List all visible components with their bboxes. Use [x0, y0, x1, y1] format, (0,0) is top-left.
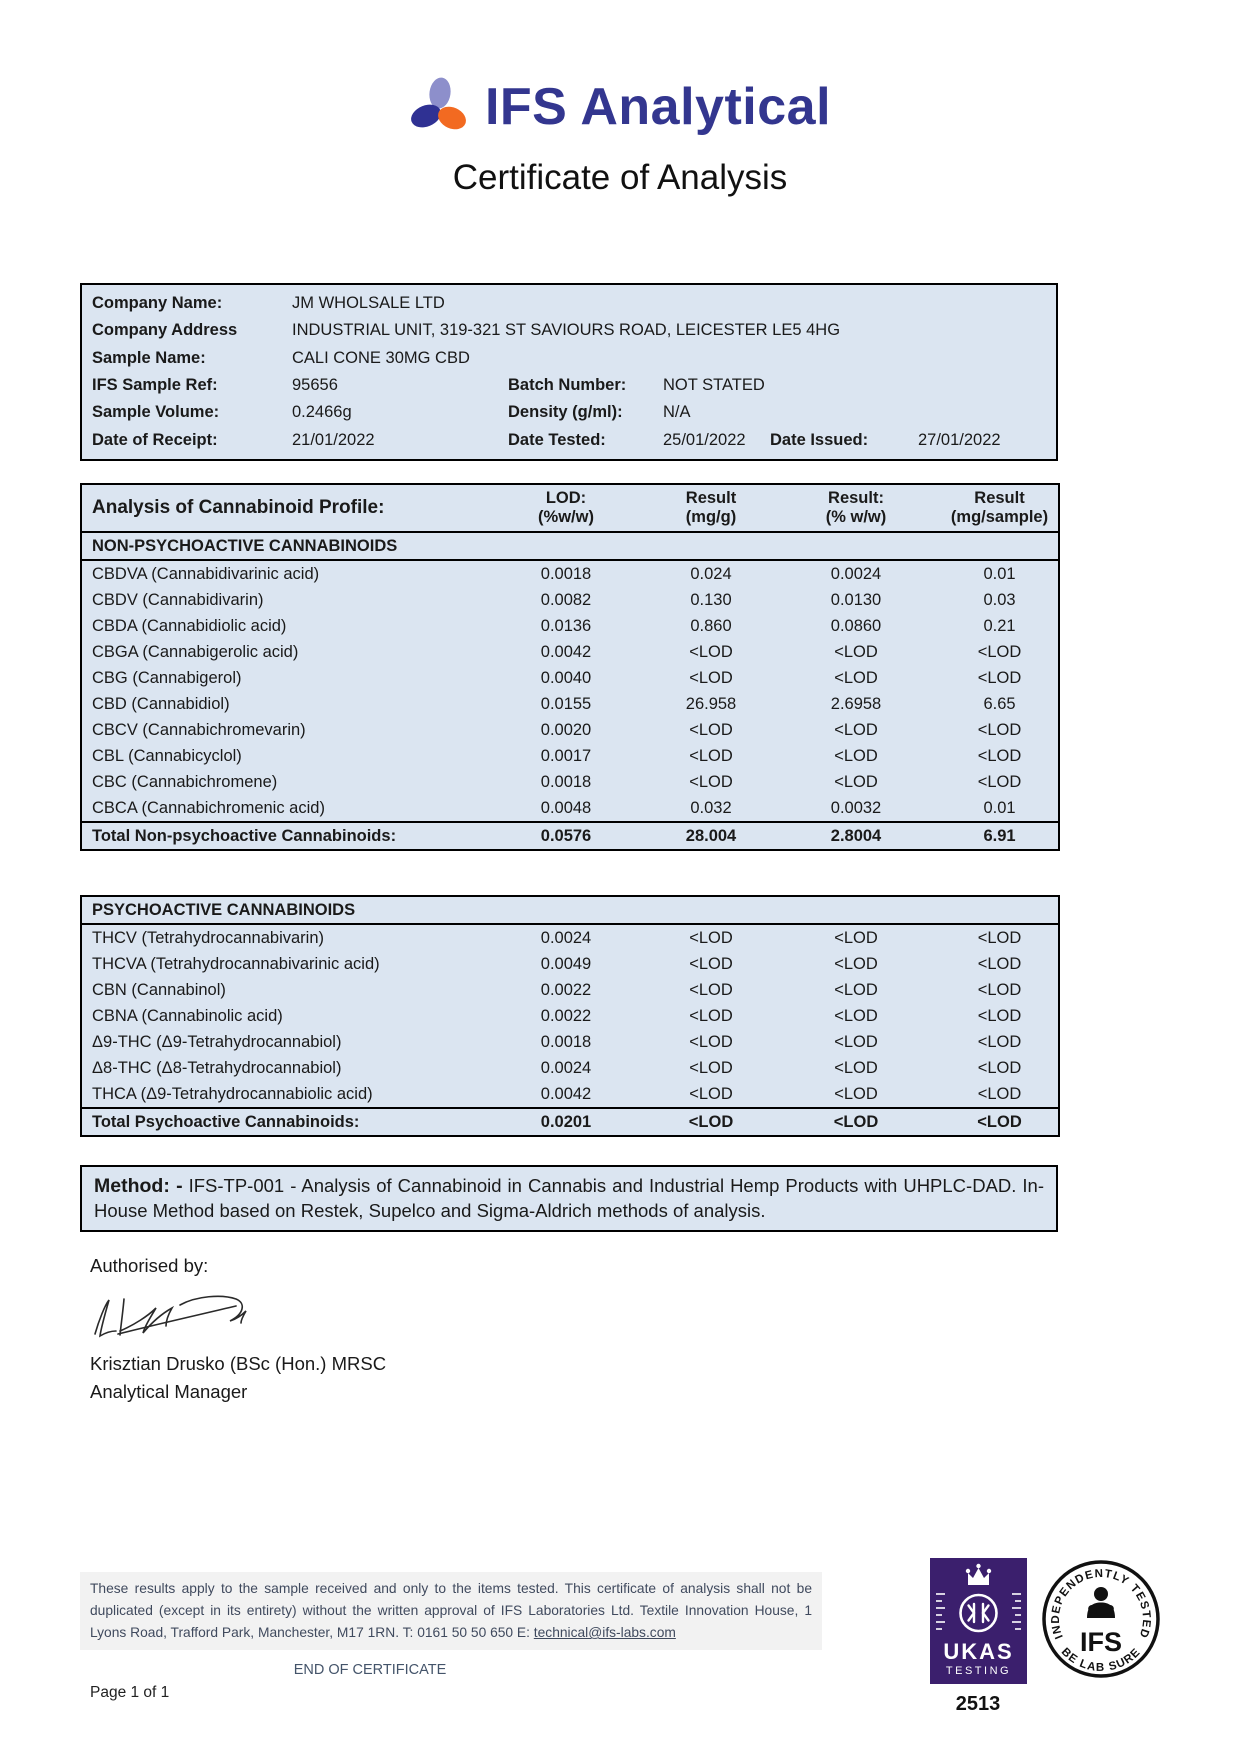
table-row [81, 717, 1059, 743]
table-row [81, 613, 1059, 639]
analyte-value: 0.0860 [830, 616, 882, 635]
section-header-non-psychoactive [81, 532, 1059, 560]
info-row-sample-volume [82, 399, 1056, 426]
analyte-value: <LOD [977, 746, 1022, 765]
info-value-sample-ref: 95656 [292, 376, 338, 395]
col-header-mg-g-line2: (mg/g) [685, 508, 737, 526]
info-label-sample-name: Sample Name: [92, 348, 206, 367]
analyte-name: CBG (Cannabigerol) [92, 668, 242, 687]
ifs-stamp [1040, 1558, 1162, 1685]
table-row [81, 977, 1059, 1003]
analyte-value: 0.0020 [540, 720, 592, 739]
analyte-name: CBDVA (Cannabidivarinic acid) [92, 564, 320, 583]
analyte-name: Δ9-THC (Δ9-Tetrahydrocannabiol) [92, 1032, 342, 1051]
analyte-value: 0.01 [983, 798, 1016, 817]
analyte-value: <LOD [771, 1108, 941, 1136]
analyte-value: <LOD [834, 1006, 878, 1025]
table-row [81, 1055, 1059, 1081]
analyte-value: 0.860 [690, 616, 732, 635]
analyte-value: <LOD [977, 954, 1022, 973]
section-header-psychoactive [81, 896, 1059, 924]
analyte-value: <LOD [977, 928, 1022, 947]
analyte-value: 0.0136 [540, 616, 592, 635]
info-label-sample-ref: IFS Sample Ref: [92, 376, 218, 395]
analyte-value: 0.0048 [540, 798, 592, 817]
signature-icon [88, 1288, 268, 1350]
analyte-value: <LOD [689, 980, 733, 999]
info-row-sample-ref [82, 372, 1056, 399]
analyte-value: 0.032 [690, 798, 732, 817]
disclaimer-text [80, 1572, 822, 1650]
disclaimer-body: These results apply to the sample received and only to the items tested. This certificate of analysis shall not be duplicated (except in its entirety) without the written approval of IFS Laboratories Ltd. Textile Innovation House, 1 Lyons Road, Trafford Park, Manchester, M17 1RN. T: 0161 50 50 650 E: [90, 1581, 812, 1641]
authoriser-role: Analytical Manager [90, 1380, 248, 1402]
analyte-value: <LOD [689, 668, 733, 687]
analyte-name: CBD (Cannabidiol) [92, 694, 230, 713]
authoriser-block [90, 1350, 386, 1406]
analyte-value: 0.21 [983, 616, 1016, 635]
info-row-company-name [82, 290, 1056, 317]
method-label: Method: - [94, 1175, 183, 1197]
analyte-value: 0.0018 [540, 564, 592, 583]
col-header-mg-g-line1: Result [685, 489, 737, 507]
info-value-date-issued: 27/01/2022 [918, 430, 1001, 449]
end-of-certificate: END OF CERTIFICATE [293, 1662, 447, 1678]
table-row [81, 924, 1059, 951]
analyte-value: 0.0155 [540, 694, 592, 713]
info-label-company-name: Company Name: [92, 294, 223, 313]
analyte-value: <LOD [834, 746, 878, 765]
psychoactive-table [80, 895, 1060, 1137]
analyte-value: 0.0032 [830, 798, 882, 817]
section-title: PSYCHOACTIVE CANNABINOIDS [81, 896, 1059, 924]
col-header-pct-ww-line1: Result: [828, 489, 884, 507]
analyte-value: <LOD [977, 772, 1022, 791]
analyte-value: 0.0018 [540, 772, 592, 791]
info-value-date-receipt: 21/01/2022 [292, 430, 375, 449]
logo-mark-icon [409, 76, 473, 138]
analyte-value: <LOD [977, 1084, 1022, 1103]
analyte-name: THCA (Δ9-Tetrahydrocannabiolic acid) [92, 1084, 373, 1103]
info-label-date-tested: Date Tested: [508, 430, 606, 449]
analyte-value: 6.91 [941, 822, 1059, 850]
company-logo [0, 76, 1240, 138]
col-header-pct-ww-line2: (% w/w) [825, 508, 887, 526]
col-header-mg-sample-line2: (mg/sample) [950, 508, 1049, 526]
analyte-value: 28.004 [651, 822, 771, 850]
col-header-lod [481, 484, 651, 532]
info-label-company-address: Company Address [92, 321, 238, 340]
analyte-value: 0.0024 [540, 1058, 592, 1077]
table-row [81, 795, 1059, 822]
analyte-value: <LOD [834, 668, 878, 687]
analyte-value: 0.03 [983, 590, 1016, 609]
stamp-top-text: INDEPENDENTLY TESTED [1049, 1567, 1153, 1641]
analyte-value: <LOD [834, 1084, 878, 1103]
page-number: Page 1 of 1 [90, 1684, 170, 1701]
analyte-value: 0.0042 [540, 1084, 592, 1103]
analyte-name: Total Non-psychoactive Cannabinoids: [81, 822, 481, 850]
info-value-company-name: JM WHOLSALE LTD [292, 294, 445, 313]
info-label-density: Density (g/ml): [508, 403, 623, 422]
info-label-sample-volume: Sample Volume: [92, 403, 220, 422]
authorised-by-label: Authorised by: [90, 1255, 209, 1276]
analyte-value: 0.0022 [540, 1006, 592, 1025]
analyte-name: Total Psychoactive Cannabinoids: [81, 1108, 481, 1136]
info-row-sample-name [82, 345, 1056, 372]
ukas-text: UKAS [942, 1639, 1014, 1664]
analyte-value: <LOD [651, 1108, 771, 1136]
analyte-name: CBDA (Cannabidiolic acid) [92, 616, 287, 635]
table-row [81, 743, 1059, 769]
psychoactive-rows [81, 924, 1059, 1108]
info-row-dates [82, 426, 1056, 453]
analyte-value: <LOD [977, 980, 1022, 999]
analyte-name: CBGA (Cannabigerolic acid) [92, 642, 299, 661]
analyte-value: <LOD [689, 772, 733, 791]
analyte-value: 0.0022 [540, 980, 592, 999]
table-row [81, 587, 1059, 613]
authoriser-name: Krisztian Drusko (BSc (Hon.) MRSC [90, 1353, 387, 1374]
analyte-name: CBL (Cannabicyclol) [92, 746, 242, 765]
analyte-value: <LOD [834, 1058, 878, 1077]
info-row-company-address [82, 317, 1056, 344]
analyte-value: 0.130 [690, 590, 732, 609]
table-row [81, 665, 1059, 691]
stamp-bottom-text: BE LAB SURE [1058, 1645, 1144, 1674]
analyte-value: 0.0576 [481, 822, 651, 850]
col-header-mg-g [651, 484, 771, 532]
sample-info-table [80, 283, 1058, 461]
profile-table-title: Analysis of Cannabinoid Profile: [81, 484, 481, 532]
analyte-value: <LOD [834, 928, 878, 947]
analyte-value: 2.8004 [771, 822, 941, 850]
analyte-value: 0.0024 [830, 564, 882, 583]
col-header-lod-line1: LOD: [545, 489, 587, 507]
table-row [81, 691, 1059, 717]
non-psychoactive-rows [81, 560, 1059, 822]
logo-text: IFS Analytical [484, 78, 832, 136]
table-row [81, 560, 1059, 587]
analyte-name: CBC (Cannabichromene) [92, 772, 278, 791]
method-text: IFS-TP-001 - Analysis of Cannabinoid in Cannabis and Industrial Hemp Products with UHPLC-DAD. In-House Method based on Restek, Supelco and Sigma-Aldrich methods of analysis. [94, 1175, 1044, 1222]
table-row [81, 1029, 1059, 1055]
info-value-company-address: INDUSTRIAL UNIT, 319-321 ST SAVIOURS ROAD, LEICESTER LE5 4HG [292, 321, 841, 340]
col-header-lod-line2: (%w/w) [538, 508, 594, 526]
analyte-value: <LOD [689, 720, 733, 739]
analyte-value: 6.65 [983, 694, 1016, 713]
col-header-mg-sample [941, 484, 1059, 532]
analyte-value: 0.0042 [540, 642, 592, 661]
table-row [81, 1003, 1059, 1029]
analyte-name: THCV (Tetrahydrocannabivarin) [92, 928, 325, 947]
email-link[interactable]: technical@ifs-labs.com [533, 1625, 676, 1641]
analyte-value: <LOD [689, 954, 733, 973]
analyte-value: 0.0130 [830, 590, 882, 609]
table-row [81, 1108, 1059, 1136]
stamp-center-text: IFS [1079, 1627, 1123, 1657]
info-value-sample-volume: 0.2466g [292, 403, 352, 422]
analyte-value: <LOD [834, 720, 878, 739]
analyte-value: 0.024 [690, 564, 732, 583]
analyte-value: <LOD [977, 1006, 1022, 1025]
analyte-value: 0.0018 [540, 1032, 592, 1051]
analyte-name: CBCA (Cannabichromenic acid) [92, 798, 325, 817]
analyte-value: 0.0040 [540, 668, 592, 687]
ukas-sub-text: TESTING [945, 1665, 1011, 1677]
analyte-value: <LOD [689, 1084, 733, 1103]
analyte-value: 0.0082 [540, 590, 592, 609]
table-header-row [81, 484, 1059, 532]
analyte-name: CBN (Cannabinol) [92, 980, 226, 999]
info-label-date-receipt: Date of Receipt: [92, 430, 218, 449]
non-psychoactive-total [81, 822, 1059, 850]
analyte-value: 0.0049 [540, 954, 592, 973]
certificate-title: Certificate of Analysis [452, 158, 788, 197]
ukas-number: 2513 [955, 1693, 1001, 1715]
analyte-value: <LOD [689, 746, 733, 765]
psychoactive-total [81, 1108, 1059, 1136]
col-header-pct-ww [771, 484, 941, 532]
table-row [81, 769, 1059, 795]
analyte-value: <LOD [977, 1032, 1022, 1051]
analyte-value: <LOD [689, 1006, 733, 1025]
ukas-testing-icon [930, 1558, 1027, 1684]
analyte-value: <LOD [977, 720, 1022, 739]
analyte-value: 0.0201 [481, 1108, 651, 1136]
info-value-batch-number: NOT STATED [663, 376, 765, 395]
signature-image [88, 1288, 268, 1355]
analyte-value: <LOD [834, 954, 878, 973]
analyte-value: 0.01 [983, 564, 1016, 583]
analyte-value: <LOD [689, 1058, 733, 1077]
analyte-value: <LOD [977, 668, 1022, 687]
analyte-name: CBCV (Cannabichromevarin) [92, 720, 306, 739]
analyte-value: <LOD [834, 1032, 878, 1051]
ifs-stamp-icon [1040, 1558, 1162, 1680]
analyte-name: Δ8-THC (Δ8-Tetrahydrocannabiol) [92, 1058, 342, 1077]
info-value-sample-name: CALI CONE 30MG CBD [292, 348, 470, 367]
cannabinoid-profile-table [80, 483, 1060, 851]
analyte-value: 0.0024 [540, 928, 592, 947]
analyte-value: 26.958 [685, 694, 737, 713]
table-row [81, 639, 1059, 665]
analyte-value: <LOD [977, 642, 1022, 661]
analyte-value: 0.0017 [540, 746, 592, 765]
info-value-date-tested: 25/01/2022 [663, 430, 746, 449]
analyte-name: CBDV (Cannabidivarin) [92, 590, 264, 609]
analyte-value: <LOD [941, 1108, 1059, 1136]
analyte-name: CBNA (Cannabinolic acid) [92, 1006, 283, 1025]
col-header-mg-sample-line1: Result [974, 489, 1025, 507]
table-row [81, 1081, 1059, 1108]
info-value-density: N/A [663, 403, 691, 422]
analyte-value: <LOD [834, 980, 878, 999]
analyte-value: <LOD [834, 642, 878, 661]
ukas-logo [928, 1558, 1028, 1716]
analyte-value: <LOD [977, 1058, 1022, 1077]
info-label-date-issued: Date Issued: [770, 430, 869, 449]
section-title: NON-PSYCHOACTIVE CANNABINOIDS [81, 532, 1059, 560]
info-label-batch-number: Batch Number: [508, 376, 627, 395]
table-row [81, 951, 1059, 977]
method-box [80, 1165, 1058, 1232]
analyte-value: <LOD [689, 928, 733, 947]
table-row [81, 822, 1059, 850]
analyte-value: 2.6958 [830, 694, 882, 713]
analyte-value: <LOD [689, 642, 733, 661]
analyte-value: <LOD [834, 772, 878, 791]
analyte-value: <LOD [689, 1032, 733, 1051]
analyte-name: THCVA (Tetrahydrocannabivarinic acid) [92, 954, 380, 973]
